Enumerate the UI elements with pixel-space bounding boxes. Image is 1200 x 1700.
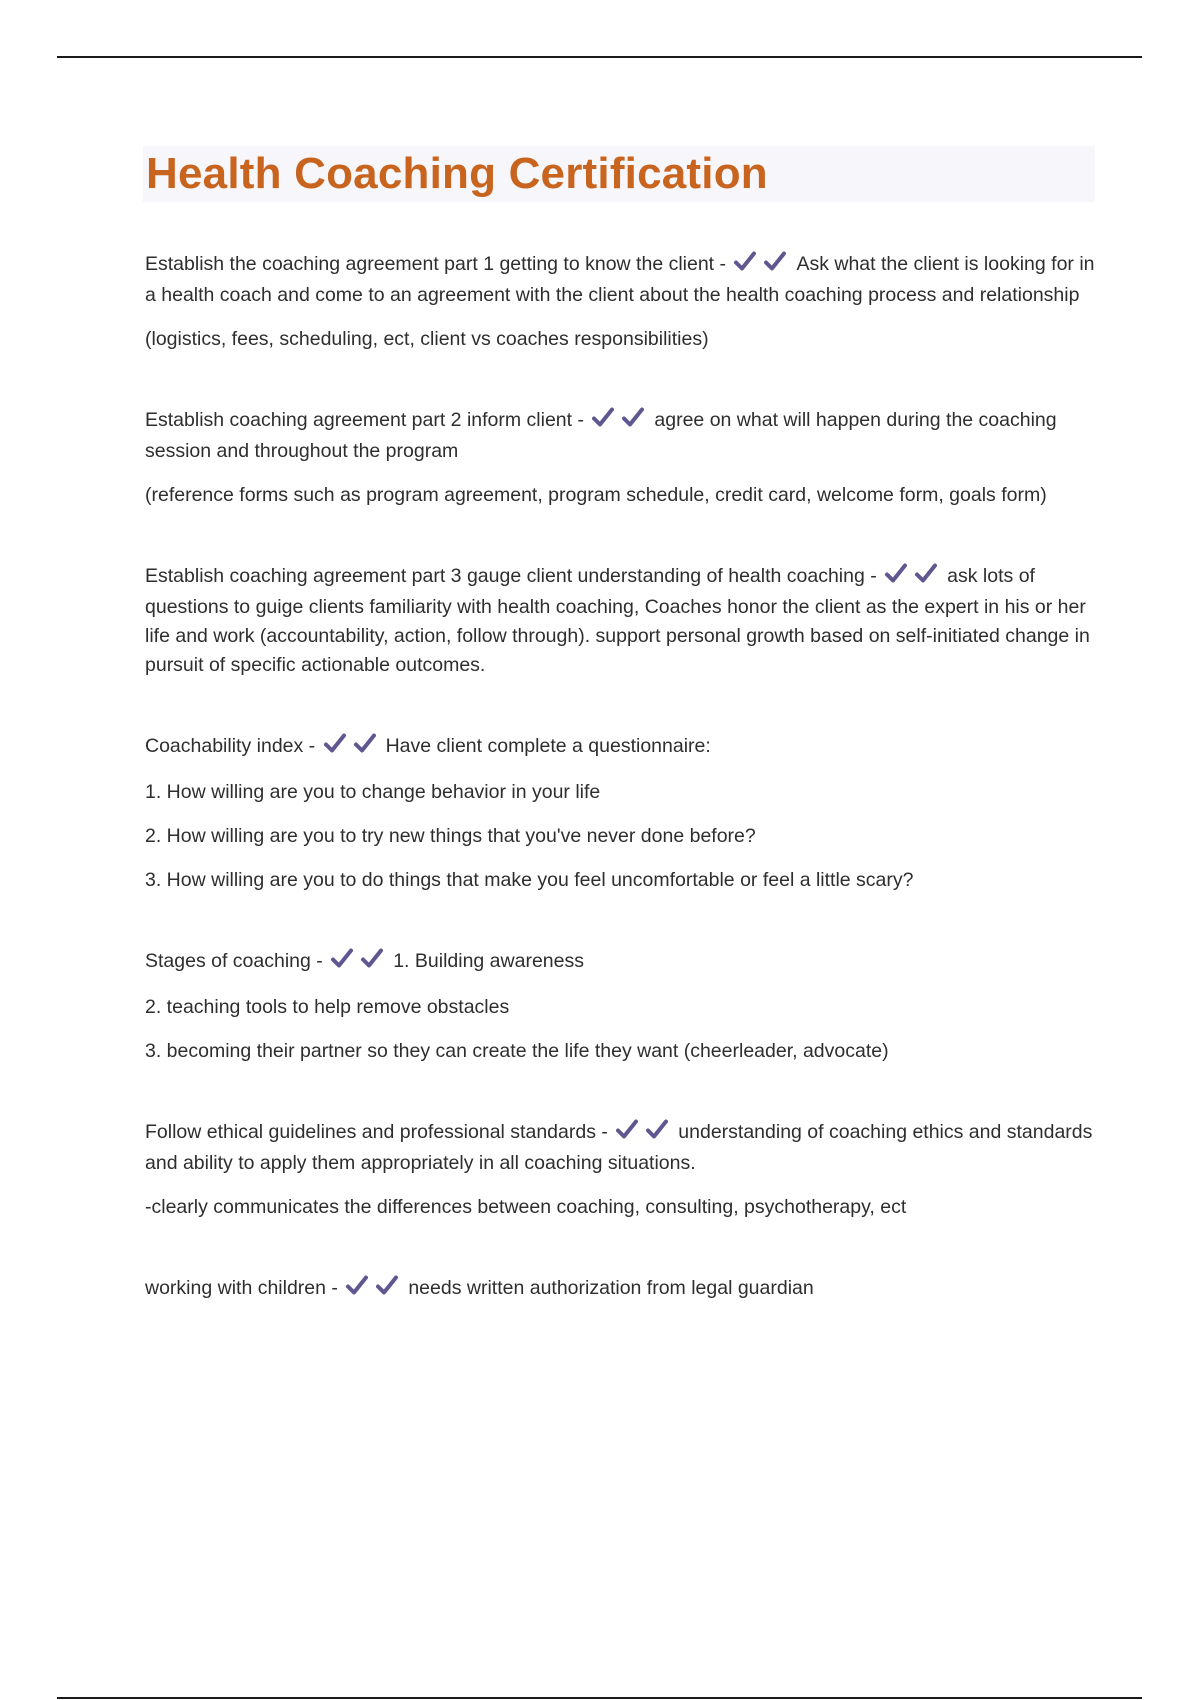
entry-main-paragraph: [145, 1118, 1095, 1178]
entry-definition: agree on what will happen during the coaching session and throughout the program: [145, 409, 1057, 462]
check-icon: [914, 562, 938, 584]
entry-detail-line: (logistics, fees, scheduling, ect, client vs coaches responsibilities): [145, 328, 709, 350]
entry-detail-line: -clearly communicates the differences between coaching, consulting, psychotherapy, ect: [145, 1196, 907, 1218]
check-icon: [621, 406, 645, 428]
entry-term: Establish coaching agreement part 3 gauge client understanding of health coaching -: [145, 565, 877, 587]
entry-definition: Ask what the client is looking for in a health coach and come to an agreement with the client about the health coaching process and relationship: [145, 253, 1095, 306]
check-icon: [323, 732, 347, 754]
check-icon: [615, 1118, 639, 1140]
entry-term: Establish the coaching agreement part 1 getting to know the client -: [145, 253, 727, 275]
entry-detail-line: 2. How willing are you to try new things that you've never done before?: [145, 825, 756, 847]
check-icon: [884, 562, 908, 584]
qa-entry: [145, 250, 1095, 354]
double-check-mark: [733, 250, 793, 281]
top-rule: [57, 56, 1142, 58]
entry-definition: Have client complete a questionnaire:: [385, 735, 711, 757]
check-icon: [330, 947, 354, 969]
check-icon: [353, 732, 377, 754]
entry-definition: ask lots of questions to guige clients familiarity with health coaching, Coaches honor the client as the expert in his or her life and work (accountability, action, follow through). support personal growth based on self-initiated change in pursuit of specific actionable outcomes.: [145, 565, 1090, 676]
entries-list: [145, 250, 1095, 1305]
check-icon: [591, 406, 615, 428]
entry-main-paragraph: [145, 250, 1095, 310]
check-icon: [645, 1118, 669, 1140]
check-icon: [763, 250, 787, 272]
double-check-mark: [884, 562, 944, 593]
document-body: [145, 146, 1095, 1357]
entry-main-paragraph: [145, 1274, 1095, 1305]
double-check-mark: [330, 947, 390, 978]
qa-entry: [145, 1118, 1095, 1222]
entry-detail-line: 3. How willing are you to do things that make you feel uncomfortable or feel a little scary?: [145, 869, 914, 891]
entry-detail-line: 2. teaching tools to help remove obstacles: [145, 996, 510, 1018]
entry-term: working with children -: [145, 1277, 338, 1299]
double-check-mark: [591, 406, 651, 437]
entry-detail-line: 1. How willing are you to change behavior in your life: [145, 781, 601, 803]
entry-main-paragraph: [145, 732, 1095, 763]
double-check-mark: [345, 1274, 405, 1305]
check-icon: [360, 947, 384, 969]
check-icon: [733, 250, 757, 272]
qa-entry: [145, 562, 1095, 680]
entry-main-paragraph: [145, 406, 1095, 466]
document-title: Health Coaching Certification: [146, 149, 768, 198]
qa-entry: [145, 406, 1095, 510]
title-band: [143, 146, 1095, 202]
check-icon: [345, 1274, 369, 1296]
entry-detail-line: (reference forms such as program agreement, program schedule, credit card, welcome form, goals form): [145, 484, 1047, 506]
entry-definition: needs written authorization from legal guardian: [408, 1277, 814, 1299]
entry-term: Establish coaching agreement part 2 inform client -: [145, 409, 584, 431]
qa-entry: [145, 732, 1095, 895]
qa-entry: [145, 1274, 1095, 1305]
entry-main-paragraph: [145, 562, 1095, 680]
double-check-mark: [323, 732, 383, 763]
entry-term: Coachability index -: [145, 735, 316, 757]
entry-definition: understanding of coaching ethics and standards and ability to apply them appropriately in all coaching situations.: [145, 1121, 1093, 1174]
entry-term: Follow ethical guidelines and professional standards -: [145, 1121, 608, 1143]
entry-term: Stages of coaching -: [145, 950, 323, 972]
check-icon: [375, 1274, 399, 1296]
qa-entry: [145, 947, 1095, 1066]
entry-detail-line: 3. becoming their partner so they can create the life they want (cheerleader, advocate): [145, 1040, 889, 1062]
bottom-rule: [57, 1697, 1142, 1699]
entry-main-paragraph: [145, 947, 1095, 978]
double-check-mark: [615, 1118, 675, 1149]
entry-definition: 1. Building awareness: [393, 950, 584, 972]
